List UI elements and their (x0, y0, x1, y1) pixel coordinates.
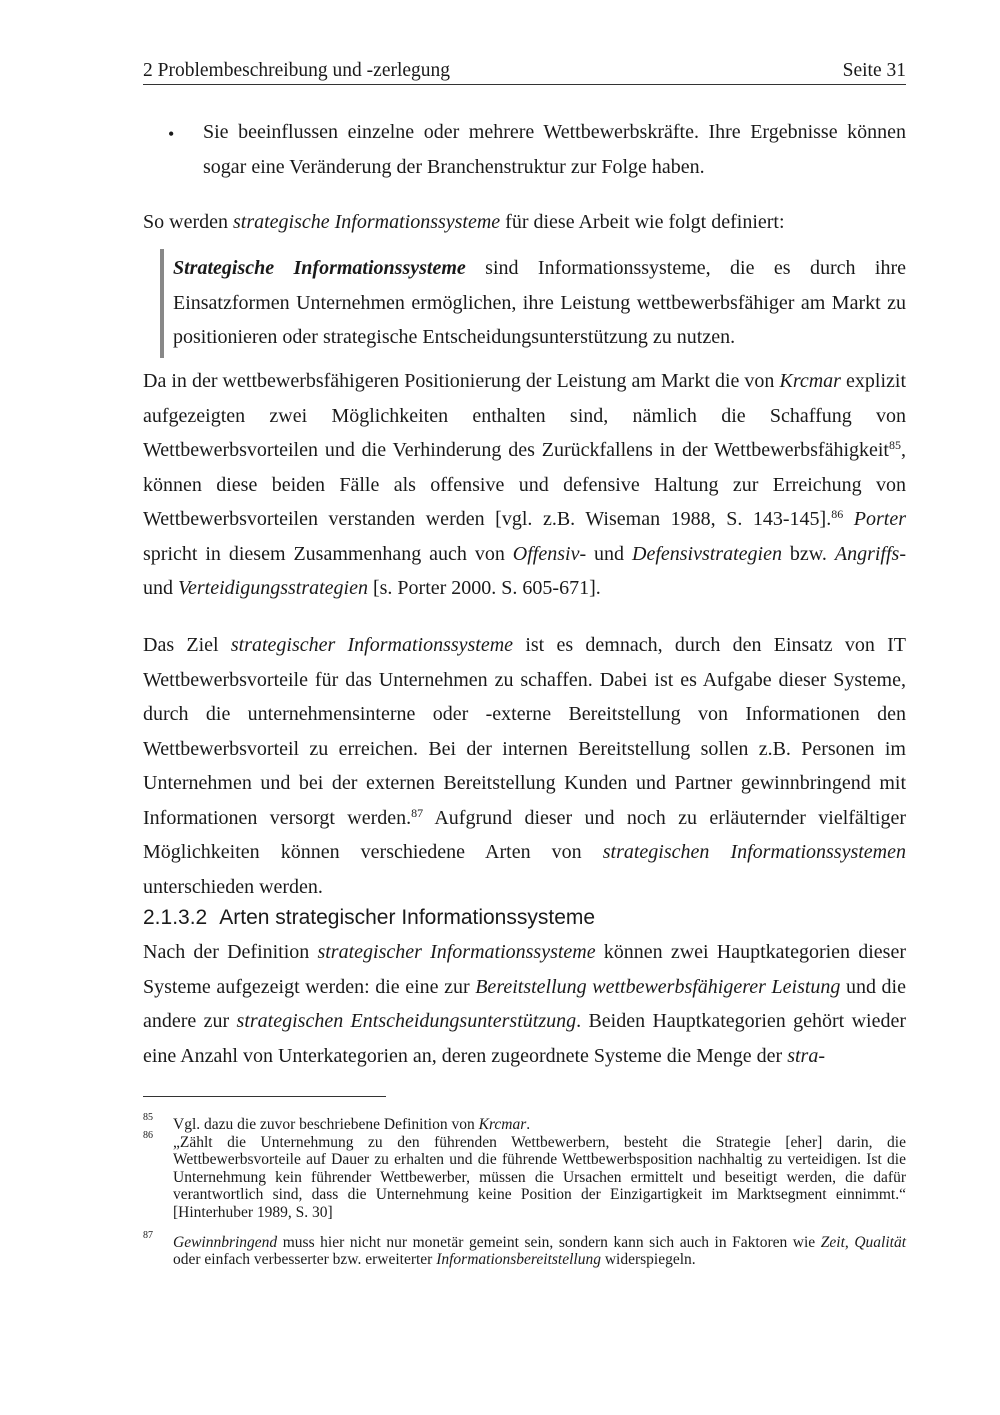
section-title: Arten strategischer Informationssysteme (219, 906, 596, 929)
footnote-87 (143, 1230, 906, 1269)
text-run: und (586, 542, 632, 565)
text-run: Nach der Definition (143, 941, 318, 963)
section-number: 2.1.3.2 (143, 906, 208, 929)
text-run: explizit aufgezeigten zwei Möglichkeiten enthalten sind, nämlich die Schaffung von Wettbewerbsvorteilen und die Verhinderung des Zurückfallens in der Wettbewerbsfähigkeit (143, 370, 906, 461)
bullet-dot-icon: • (168, 124, 175, 144)
footnote-text (173, 1116, 906, 1133)
bullet-text: Sie beeinflussen einzelne oder mehrere Wettbewerbskräfte. Ihre Ergebnisse können sogar eine Veränderung der Branchenstruktur zur Folge haben. (203, 121, 906, 178)
text-run: So werden (143, 211, 233, 233)
footnote-ref-85[interactable]: 85 (889, 438, 901, 452)
footnote-number: 87 (143, 1230, 153, 1241)
italic-term: Bereitstellung wettbewerbsfähigerer Leistung (475, 975, 841, 998)
italic-term: strategischen Entscheidungsunterstützung (236, 1010, 577, 1032)
italic-term: Defensivstrategien (632, 542, 782, 565)
definition-text: sind Informationssysteme, die es durch ihre Einsatzformen Unternehmen ermöglichen, ihre Leistung wettbewerbsfähiger am Markt zu positionieren oder strategische Entscheidungsunterstützung zu nutzen. (173, 257, 906, 348)
footnote-ref-87[interactable]: 87 (411, 805, 424, 820)
italic-term: strategische Informationssysteme (232, 211, 501, 233)
text-run: , (844, 1234, 855, 1251)
text-run: können zwei Hauptkategorien dieser Systeme aufgezeigt werden: die eine zur (143, 941, 906, 998)
text-run: ist es demnach, durch den Einsatz von IT Wettbewerbsvorteile für das Unternehmen zu schaffen. Dabei ist es Aufgabe dieser Systeme, durch die unternehmensinterne oder -externe Bereitstellung von Informationen den Wettbewerbsvorteil zu erreichen. Bei der internen Bereitstellung sollen z.B. Personen im Unternehmen und bei der externen Bereitstellung Kunden und Partner gewinnbringend mit Informationen versorgt werden. (143, 634, 906, 829)
italic-term: strategischer Informationssysteme (317, 941, 596, 963)
text-run: muss hier nicht nur monetär gemeint sein, sondern kann sich auch in Faktoren wie (277, 1234, 821, 1251)
italic-term: Qualität (854, 1234, 906, 1251)
definition-term: Strategische Informationssysteme (173, 257, 466, 279)
paragraph-3 (143, 935, 906, 1073)
italic-term: Angriffs- (834, 542, 906, 565)
footnote-number: 85 (143, 1112, 153, 1123)
italic-term: Offensiv- (512, 542, 587, 565)
footnote-ref-86[interactable]: 86 (831, 507, 844, 521)
text-run: bzw. (781, 542, 835, 565)
definition-bar (160, 249, 164, 358)
italic-term: strategischer Informationssysteme (230, 634, 514, 656)
italic-term: Gewinnbringend (173, 1234, 278, 1251)
text-run: und die andere zur (143, 975, 906, 1032)
text-run: . Beiden Hauptkategorien gehört wieder eine Anzahl von Unterkategorien an, deren zugeordnete Systeme die Menge der (143, 1010, 906, 1067)
running-header-chapter: 2 Problembeschreibung und -zerlegung (143, 60, 451, 81)
text-run: . (526, 1116, 531, 1133)
italic-term: Zeit (820, 1234, 845, 1251)
footnote-number: 86 (143, 1130, 153, 1141)
text-run: oder einfach verbesserter bzw. erweiterter (173, 1251, 437, 1269)
italic-term: Krcmar (478, 1116, 527, 1133)
footnote-85 (143, 1112, 906, 1133)
text-run: Das Ziel (143, 634, 231, 656)
page-number: Seite 31 (842, 60, 906, 81)
italic-term: Porter (853, 508, 906, 530)
text-run (843, 508, 854, 530)
text-run: Aufgrund dieser und noch zu erläuternder vielfältiger Möglichkeiten können verschiedene Arten von (143, 806, 906, 863)
text-run: , können diese beiden Fälle als offensive und defensive Haltung zur Erreichung von Wettbewerbsvorteilen verstanden werden [vgl. z.B. Wiseman 1988, S. 143-145]. (143, 439, 906, 530)
footnote-separator (143, 1096, 386, 1097)
text-run: Vgl. dazu die zuvor beschriebene Definition von (173, 1116, 479, 1133)
text-run: für diese Arbeit wie folgt definiert: (500, 211, 785, 233)
text-run: widerspiegeln. (600, 1251, 696, 1269)
paragraph-1 (143, 364, 906, 606)
footnote-text: „Zählt die Unternehmung zu den führenden Wettbewerbern, besteht die Strategie [eher] darin, die Wettbewerbsvorteile auf Dauer zu erhalten und die führende Wettbewerbsposition nachhaltig zu verteidigen. Ist die Unternehmung kein führender Wettbewerber, müssen die Ursachen ermittelt und beseitigt werden, die dafür verantwortlich sind, dass die Unternehmung keine Position der Einzigartigkeit im Marktsegment einnimmt.“ [Hinterhuber 1989, S. 30] (173, 1134, 906, 1221)
italic-term: Krcmar (779, 370, 841, 392)
header-rule (143, 84, 906, 85)
text-run: und (143, 577, 178, 599)
text-run: spricht in diesem Zusammenhang auch von (143, 542, 513, 565)
italic-term: strategischen Informationssystemen (602, 841, 906, 863)
footnote-86 (143, 1130, 906, 1221)
definition-block (173, 251, 906, 355)
section-heading (143, 904, 595, 932)
definition-lead-sentence (143, 205, 906, 240)
text-run: [s. Porter 2000. S. 605-671]. (367, 577, 601, 599)
text-run: Da in der wettbewerbsfähigeren Positionierung der Leistung am Markt die von (143, 370, 780, 392)
italic-term: Informationsbereitstellung (436, 1251, 601, 1269)
footnote-text (173, 1234, 906, 1269)
text-run: unterschieden werden. (143, 875, 323, 898)
italic-term: Verteidigungsstrategien (178, 577, 368, 599)
paragraph-2 (143, 628, 906, 904)
italic-term: stra- (787, 1044, 825, 1067)
